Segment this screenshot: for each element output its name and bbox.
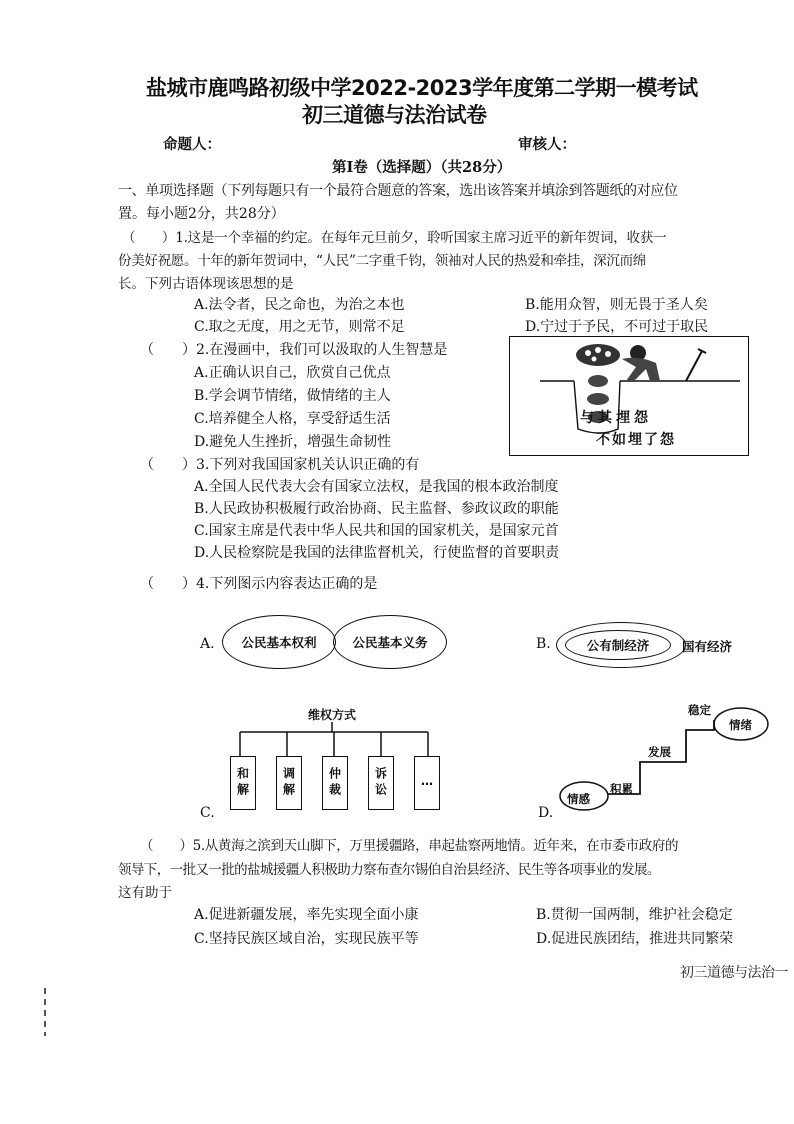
cartoon-caption-line2: 不如埋了怨 [596,432,676,448]
diagram-step-accumulate: 积累 [610,782,633,796]
cartoon-frame [509,336,749,456]
binding-margin-mark [44,988,46,1036]
diagram-emotion-end: 情绪 [729,718,752,732]
diagram-rights-ellipse: 公民基本权利 [222,615,336,669]
q4-option-c-label[interactable]: C. [200,805,215,821]
section-instructions-line2: 置。每小题2分，共28分） [118,206,285,222]
section-instructions-line1: 一、单项选择题（下列每题只有一个最符合题意的答案，选出该答案并填涂到答题纸的对应位 [118,183,678,199]
diagram-method-box: 诉讼 [368,756,394,810]
section-heading: 第Ⅰ卷（选择题）（共28分） [332,159,512,176]
q2-option-d[interactable]: D.避免人生挫折，增强生命韧性 [194,434,392,450]
diagram-tree-lines [220,722,450,758]
diagram-emotion-start: 情感 [567,792,590,806]
exam-subtitle: 初三道德与法治试卷 [302,103,487,127]
q2-option-c[interactable]: C.培养健全人格，享受舒适生活 [194,411,391,427]
exam-title: 盐城市鹿鸣路初级中学2022-2023学年度第二学期一模考试 [146,76,698,100]
q1-option-a[interactable]: A.法令者，民之命也，为治之本也 [194,297,405,313]
diagram-rights-methods-title: 维权方式 [308,708,357,722]
q3-option-a[interactable]: A.全国人民代表大会有国家立法权，是我国的根本政治制度 [194,479,559,495]
diagram-method-box: 调解 [276,756,302,810]
diagram-state-economy-label: 国有经济 [682,639,733,654]
page-footer-note: 初三道德与法治一 [680,965,788,981]
diagram-method-box: 仲裁 [322,756,348,810]
author-label: 命题人： [163,136,221,153]
q5-option-b[interactable]: B.贯彻一国两制，维护社会稳定 [536,907,733,923]
q4-stem: （ ）4.下列图示内容表达正确的是 [140,576,378,592]
q5-option-a[interactable]: A.促进新疆发展，率先实现全面小康 [194,907,419,923]
q3-option-b[interactable]: B.人民政协积极履行政治协商、民主监督、参政议政的职能 [194,501,559,517]
q1-option-c[interactable]: C.取之无度，用之无节，则常不足 [194,319,405,335]
q2-stem: （ ）2.在漫画中，我们可以汲取的人生智慧是 [140,342,448,358]
diagram-public-economy-ellipse: 公有制经济 [565,630,671,660]
q3-option-c[interactable]: C.国家主席是代表中华人民共和国的国家机关，是国家元首 [194,523,559,539]
q1-stem-line1: （ ）1.这是一个幸福的约定。在每年元旦前夕，聆听国家主席习近平的新年贺词，收获一 [122,230,667,246]
q5-stem-line2: 领导下，一批又一批的盐城援疆人积极助力察布查尔锡伯自治县经济、民生等各项事业的发展。 [118,862,660,878]
diagram-duties-ellipse: 公民基本义务 [333,615,447,669]
q4-option-b-label[interactable]: B. [536,636,551,652]
diagram-method-box: … [414,756,440,810]
q3-stem: （ ）3.下列对我国国家机关认识正确的有 [140,457,420,473]
q5-stem-line3: 这有助于 [118,885,172,901]
q2-option-a[interactable]: A.正确认识自己，欣赏自己优点 [194,365,391,381]
q1-option-b[interactable]: B.能用众智，则无畏于圣人矣 [525,297,708,313]
q5-option-d[interactable]: D.促进民族团结，推进共同繁荣 [536,931,734,947]
q5-option-c[interactable]: C.坚持民族区域自治，实现民族平等 [194,931,419,947]
cartoon-caption-line1: 与其埋怨 [580,410,652,426]
q4-option-d-label[interactable]: D. [538,805,554,821]
diagram-step-develop: 发展 [648,745,671,759]
diagram-method-box: 和解 [230,756,256,810]
reviewer-label: 审核人： [518,136,576,153]
q5-stem-line1: （ ）5.从黄海之滨到天山脚下，万里援疆路，串起盐察两地情。近年来，在市委市政府的 [140,838,679,854]
q1-option-d[interactable]: D.宁过于予民，不可过于取民 [525,319,709,335]
q3-option-d[interactable]: D.人民检察院是我国的法律监督机关，行使监督的首要职责 [194,545,560,561]
q2-option-b[interactable]: B.学会调节情绪，做情绪的主人 [194,388,391,404]
q1-stem-line3: 长。下列古语体现该思想的是 [118,276,294,292]
q1-stem-line2: 份美好祝愿。十年的新年贺词中，“人民”二字重千钧，领袖对人民的热爱和牵挂，深沉而绵 [118,253,647,269]
q4-option-a-label[interactable]: A. [200,636,215,652]
diagram-step-stable: 稳定 [688,703,711,717]
